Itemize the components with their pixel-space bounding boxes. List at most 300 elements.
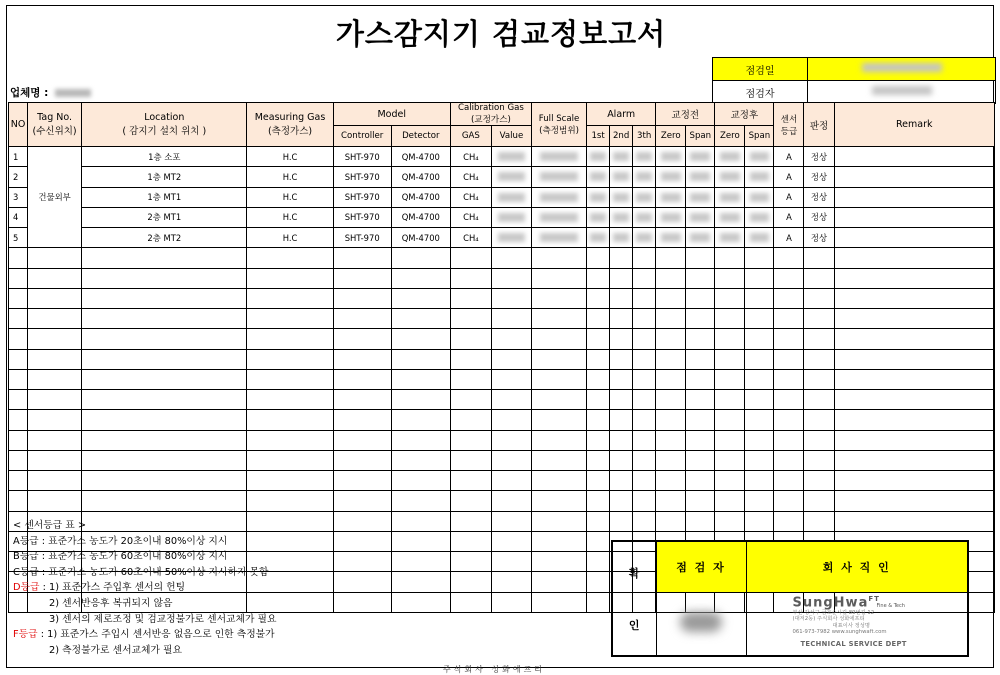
cell-detector: QM-4700 (391, 167, 450, 187)
redacted-value (613, 233, 628, 242)
empty-cell (333, 288, 391, 308)
redacted-value (720, 172, 740, 181)
empty-cell (28, 349, 82, 369)
empty-cell (450, 390, 491, 410)
table-row (9, 248, 995, 268)
empty-cell (532, 531, 587, 551)
empty-cell (82, 471, 247, 491)
redacted-value (690, 193, 710, 202)
empty-cell (633, 471, 656, 491)
cell-sensor-grade: A (774, 167, 804, 187)
col-tag-no-label: Tag No. (37, 112, 73, 123)
col-detector: Detector (391, 126, 450, 147)
empty-cell (656, 390, 686, 410)
redacted-value (613, 172, 628, 181)
signature-redacted (680, 612, 722, 632)
empty-cell (745, 309, 774, 329)
empty-cell (745, 410, 774, 430)
empty-cell (247, 390, 333, 410)
empty-cell (28, 471, 82, 491)
cell-before-zero (656, 147, 686, 167)
empty-cell (450, 572, 491, 592)
empty-cell (28, 309, 82, 329)
empty-cell (774, 390, 804, 410)
empty-cell (656, 450, 686, 470)
empty-cell (491, 369, 531, 389)
empty-cell (656, 430, 686, 450)
empty-cell (333, 552, 391, 572)
cell-location: 2층 MT2 (82, 228, 247, 248)
cell-cal-gas: CH₄ (450, 147, 491, 167)
empty-cell (82, 329, 247, 349)
empty-cell (610, 309, 633, 329)
cell-no: 3 (9, 187, 28, 207)
empty-cell (391, 329, 450, 349)
col-model: Model (333, 103, 450, 126)
table-row (9, 147, 995, 167)
empty-cell (834, 430, 994, 450)
empty-cell (333, 309, 391, 329)
table-row (9, 329, 995, 349)
redacted-value (498, 152, 525, 161)
empty-cell (804, 390, 834, 410)
col-tag-no-sub: (수신위치) (32, 126, 77, 137)
empty-cell (9, 491, 28, 511)
col-location-label: Location (144, 112, 185, 123)
empty-cell (774, 268, 804, 288)
cell-controller: SHT-970 (333, 207, 391, 227)
empty-cell (450, 552, 491, 572)
empty-cell (28, 491, 82, 511)
cell-after-zero (715, 187, 745, 207)
redacted-value (720, 233, 740, 242)
empty-cell (633, 390, 656, 410)
empty-cell (774, 450, 804, 470)
empty-cell (491, 531, 531, 551)
cell-alarm-3th (633, 187, 656, 207)
empty-cell (587, 572, 610, 592)
empty-cell (774, 511, 804, 531)
empty-cell (532, 288, 587, 308)
table-row (9, 430, 995, 450)
inspection-info-table (712, 57, 996, 104)
table-row (9, 450, 995, 470)
empty-cell (686, 390, 715, 410)
empty-cell (491, 288, 531, 308)
legend-grade-d-2: 2) 센서반응후 복귀되지 않음 (49, 597, 173, 609)
cell-cal-gas: CH₄ (450, 187, 491, 207)
empty-cell (834, 511, 994, 531)
empty-cell (633, 410, 656, 430)
empty-cell (745, 268, 774, 288)
empty-cell (391, 369, 450, 389)
empty-cell (774, 309, 804, 329)
legend-grade-d-label: D등급 (13, 582, 40, 594)
company-stamp (747, 593, 968, 655)
empty-cell (532, 491, 587, 511)
empty-cell (333, 268, 391, 288)
empty-cell (532, 369, 587, 389)
confirmation-box (611, 540, 969, 657)
redacted-value (690, 213, 710, 222)
empty-cell (491, 491, 531, 511)
empty-cell (686, 349, 715, 369)
cell-controller: SHT-970 (333, 228, 391, 248)
redacted-value (690, 172, 710, 181)
empty-cell (656, 410, 686, 430)
cell-alarm-3th (633, 207, 656, 227)
table-row (9, 207, 995, 227)
empty-cell (834, 390, 994, 410)
empty-cell (804, 329, 834, 349)
empty-cell (834, 349, 994, 369)
empty-cell (774, 248, 804, 268)
legend-grade-f (13, 627, 276, 643)
redacted-value (690, 233, 710, 242)
empty-cell (804, 309, 834, 329)
empty-cell (532, 430, 587, 450)
legend-grade-a: A등급 : 표준가스 농도가 20초이내 80%이상 지시 (13, 535, 228, 547)
redacted-value (661, 233, 681, 242)
cell-after-span (745, 187, 774, 207)
cell-before-zero (656, 207, 686, 227)
cell-alarm-1st (587, 147, 610, 167)
empty-cell (774, 430, 804, 450)
empty-cell (656, 329, 686, 349)
redacted-value (720, 213, 740, 222)
empty-cell (532, 390, 587, 410)
empty-cell (834, 288, 994, 308)
redacted-value (661, 213, 681, 222)
col-controller: Controller (333, 126, 391, 147)
cell-location: 1층 MT1 (82, 187, 247, 207)
empty-cell (450, 450, 491, 470)
empty-cell (82, 248, 247, 268)
col-calibration-gas (450, 103, 531, 126)
cell-alarm-2nd (610, 228, 633, 248)
empty-cell (28, 288, 82, 308)
redacted-value (636, 213, 651, 222)
sensor-grade-legend (13, 518, 276, 658)
inspector-sign-header: 점 검 자 (656, 541, 746, 593)
col-measuring-gas (247, 103, 333, 147)
empty-cell (587, 369, 610, 389)
cell-before-span (686, 187, 715, 207)
empty-cell (656, 309, 686, 329)
empty-cell (587, 248, 610, 268)
empty-cell (491, 390, 531, 410)
empty-cell (247, 450, 333, 470)
empty-cell (834, 329, 994, 349)
empty-cell (610, 491, 633, 511)
cell-after-span (745, 167, 774, 187)
cell-cal-value (491, 207, 531, 227)
empty-cell (450, 592, 491, 612)
empty-cell (391, 248, 450, 268)
empty-cell (774, 369, 804, 389)
col-sensor-grade-sub: 등급 (780, 126, 798, 137)
table-row (9, 167, 995, 187)
empty-cell (491, 471, 531, 491)
empty-cell (532, 450, 587, 470)
redacted-value (750, 172, 770, 181)
inspector-signature (656, 593, 746, 657)
empty-cell (745, 369, 774, 389)
cell-remark (834, 187, 994, 207)
empty-cell (333, 390, 391, 410)
inspector-label: 점검자 (713, 81, 808, 104)
cell-measuring-gas: H.C (247, 187, 333, 207)
empty-cell (633, 288, 656, 308)
empty-cell (450, 369, 491, 389)
empty-cell (745, 511, 774, 531)
cell-cal-value (491, 147, 531, 167)
table-row (9, 471, 995, 491)
stamp-phone: 061-973-7982 www.sunghwaft.com (792, 629, 887, 636)
empty-cell (715, 511, 745, 531)
cell-tag-no: 건물외부 (28, 147, 82, 248)
empty-cell (247, 268, 333, 288)
cell-full-scale (532, 147, 587, 167)
cell-judgement: 정상 (804, 207, 834, 227)
cell-alarm-3th (633, 147, 656, 167)
stamp-brand-sup: FT (868, 595, 880, 603)
empty-cell (491, 450, 531, 470)
empty-cell (9, 248, 28, 268)
cell-before-zero (656, 187, 686, 207)
empty-cell (745, 471, 774, 491)
cell-measuring-gas: H.C (247, 207, 333, 227)
empty-cell (82, 430, 247, 450)
empty-cell (9, 268, 28, 288)
col-alarm-2nd: 2nd (610, 126, 633, 147)
empty-cell (28, 450, 82, 470)
empty-cell (745, 329, 774, 349)
col-alarm-1st: 1st (587, 126, 610, 147)
cell-after-zero (715, 167, 745, 187)
empty-cell (610, 450, 633, 470)
empty-cell (587, 430, 610, 450)
empty-cell (28, 369, 82, 389)
redacted-value (540, 152, 578, 161)
empty-cell (9, 309, 28, 329)
redacted-value (540, 233, 578, 242)
cell-full-scale (532, 187, 587, 207)
empty-cell (333, 450, 391, 470)
col-no: NO (9, 103, 28, 147)
cell-no: 4 (9, 207, 28, 227)
redacted-value (613, 152, 628, 161)
redacted-value (750, 213, 770, 222)
cell-detector: QM-4700 (391, 147, 450, 167)
empty-cell (686, 329, 715, 349)
empty-cell (532, 268, 587, 288)
stamp-address-3: 대표이사 정성명 (832, 622, 871, 629)
redacted-value (590, 193, 605, 202)
empty-cell (491, 268, 531, 288)
empty-cell (804, 349, 834, 369)
cell-alarm-2nd (610, 167, 633, 187)
empty-cell (633, 511, 656, 531)
empty-cell (491, 430, 531, 450)
table-row (9, 309, 995, 329)
col-before-span: Span (686, 126, 715, 147)
redacted-value (636, 193, 651, 202)
inspector-value (808, 81, 996, 104)
empty-cell (834, 309, 994, 329)
empty-cell (804, 369, 834, 389)
redacted-value (636, 172, 651, 181)
stamp-brand-text: SungHwa (792, 595, 869, 611)
empty-cell (656, 288, 686, 308)
cell-before-span (686, 147, 715, 167)
empty-cell (633, 329, 656, 349)
empty-cell (804, 471, 834, 491)
cell-full-scale (532, 167, 587, 187)
empty-cell (587, 511, 610, 531)
empty-cell (656, 369, 686, 389)
empty-cell (656, 248, 686, 268)
confirm-side-top: 확 (628, 566, 640, 580)
empty-cell (745, 491, 774, 511)
empty-cell (834, 450, 994, 470)
col-cal-gas: GAS (450, 126, 491, 147)
redacted-value (498, 172, 525, 181)
empty-cell (532, 471, 587, 491)
empty-cell (391, 552, 450, 572)
empty-cell (715, 471, 745, 491)
empty-cell (532, 572, 587, 592)
empty-cell (82, 390, 247, 410)
cell-before-span (686, 207, 715, 227)
empty-cell (774, 288, 804, 308)
cell-before-span (686, 228, 715, 248)
report-title: 가스감지기 검교정보고서 (335, 17, 667, 51)
cell-after-zero (715, 228, 745, 248)
table-row (9, 491, 995, 511)
empty-cell (82, 288, 247, 308)
report-page (6, 5, 994, 668)
empty-cell (715, 369, 745, 389)
col-after: 교정후 (715, 103, 774, 126)
redacted-value (720, 193, 740, 202)
redacted-value (750, 233, 770, 242)
redacted-value (661, 152, 681, 161)
empty-cell (247, 349, 333, 369)
stamp-address-1: 부산 강서구 금호순시길 89번길 12 (792, 610, 875, 616)
empty-cell (804, 288, 834, 308)
legend-grade-d (13, 580, 276, 596)
empty-cell (610, 329, 633, 349)
empty-cell (804, 511, 834, 531)
empty-cell (247, 491, 333, 511)
empty-cell (587, 268, 610, 288)
empty-cell (633, 491, 656, 511)
redacted-value (720, 152, 740, 161)
cell-alarm-2nd (610, 147, 633, 167)
inspection-date-label: 점검일 (713, 58, 808, 81)
empty-cell (9, 430, 28, 450)
empty-cell (633, 248, 656, 268)
cell-judgement: 정상 (804, 228, 834, 248)
empty-cell (686, 248, 715, 268)
empty-cell (450, 329, 491, 349)
empty-cell (715, 491, 745, 511)
empty-cell (9, 369, 28, 389)
cell-controller: SHT-970 (333, 167, 391, 187)
legend-title: < 센서등급 표 > (13, 520, 87, 531)
empty-cell (686, 450, 715, 470)
cell-no: 5 (9, 228, 28, 248)
empty-cell (9, 349, 28, 369)
table-row (9, 268, 995, 288)
stamp-address (793, 610, 953, 636)
cell-measuring-gas: H.C (247, 228, 333, 248)
redacted-value (590, 213, 605, 222)
cell-measuring-gas: H.C (247, 167, 333, 187)
cell-remark (834, 167, 994, 187)
empty-cell (532, 309, 587, 329)
empty-cell (610, 288, 633, 308)
empty-cell (247, 288, 333, 308)
empty-cell (774, 349, 804, 369)
cell-full-scale (532, 228, 587, 248)
empty-cell (333, 592, 391, 612)
cell-remark (834, 228, 994, 248)
empty-cell (450, 309, 491, 329)
cell-detector: QM-4700 (391, 228, 450, 248)
empty-cell (610, 268, 633, 288)
cell-remark (834, 147, 994, 167)
cell-measuring-gas: H.C (247, 147, 333, 167)
company-seal-header: 회 사 직 인 (746, 541, 968, 593)
empty-cell (82, 450, 247, 470)
cell-cal-value (491, 228, 531, 248)
empty-cell (610, 349, 633, 369)
confirm-side-bottom: 인 (628, 618, 640, 632)
empty-cell (715, 268, 745, 288)
cell-cal-value (491, 167, 531, 187)
empty-cell (745, 288, 774, 308)
empty-cell (834, 369, 994, 389)
empty-cell (9, 288, 28, 308)
empty-cell (491, 248, 531, 268)
empty-cell (804, 248, 834, 268)
empty-cell (804, 430, 834, 450)
cell-sensor-grade: A (774, 228, 804, 248)
stamp-brand (793, 595, 880, 610)
redacted-value (613, 193, 628, 202)
empty-cell (532, 410, 587, 430)
empty-cell (656, 471, 686, 491)
inspection-date-value (808, 58, 996, 81)
empty-cell (28, 268, 82, 288)
redacted-value (690, 152, 710, 161)
empty-cell (28, 390, 82, 410)
cell-before-zero (656, 167, 686, 187)
redacted-value (590, 172, 605, 181)
col-before-zero: Zero (656, 126, 686, 147)
empty-cell (745, 450, 774, 470)
empty-cell (804, 268, 834, 288)
empty-cell (610, 369, 633, 389)
cell-before-span (686, 167, 715, 187)
empty-cell (834, 491, 994, 511)
cell-location: 2층 MT1 (82, 207, 247, 227)
empty-cell (333, 511, 391, 531)
col-sensor-grade (774, 103, 804, 147)
empty-cell (633, 430, 656, 450)
